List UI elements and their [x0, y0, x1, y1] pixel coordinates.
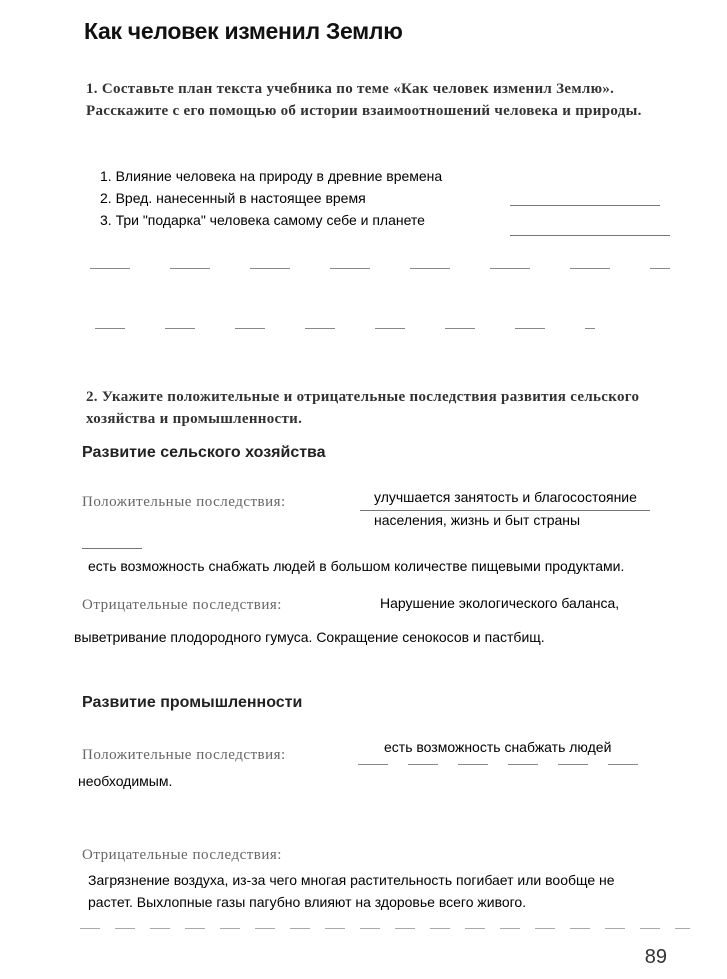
writing-line	[80, 928, 690, 929]
writing-line	[510, 235, 670, 236]
industry-negative-line-2: растет. Выхлопные газы пагубно влияют на здоровье всего живого.	[88, 894, 527, 910]
writing-line	[82, 548, 142, 549]
industry-positive-line-1: есть возможность снабжать людей	[384, 739, 612, 755]
page-title: Как человек изменил Землю	[84, 18, 403, 44]
industry-negative-line-1: Загрязнение воздуха, из-за чего многая растительность погибает или вообще не	[88, 872, 615, 888]
page-number: 89	[644, 946, 667, 968]
task-1-prompt: 1. Составьте план текста учебника по теме «Как человек изменил Землю». Расскажите с его помощью об истории взаимоотношений человека и природы.	[86, 81, 642, 119]
agriculture-negative-line-2: выветривание плодородного гумуса. Сокращение сенокосов и пастбищ.	[74, 629, 545, 645]
writing-line	[95, 328, 595, 329]
plan-item-2: 2. Вред. нанесенный в настоящее время	[100, 190, 366, 206]
writing-line	[360, 510, 650, 511]
writing-line	[358, 764, 658, 765]
industry-positive-line-2: необходимым.	[78, 773, 173, 789]
agriculture-positive-line-1: улучшается занятость и благосостояние	[374, 489, 637, 505]
task-2-prompt: 2. Укажите положительные и отрицательные последствия развития сельского хозяйства и промышленности.	[86, 389, 640, 427]
industry-positive-label: Положительные последствия:	[82, 747, 286, 763]
agriculture-negative-label: Отрицательные последствия:	[82, 597, 282, 613]
plan-item-1: 1. Влияние человека на природу в древние времена	[100, 168, 443, 184]
writing-line	[510, 205, 660, 206]
plan-item-3: 3. Три "подарка" человека самому себе и планете	[100, 212, 425, 228]
agriculture-positive-line-3: есть возможность снабжать людей в большом количестве пищевыми продуктами.	[88, 558, 625, 574]
agriculture-positive-label: Положительные последствия:	[82, 494, 286, 510]
agriculture-negative-line-1: Нарушение экологического баланса,	[380, 595, 620, 611]
industry-heading: Развитие промышленности	[82, 694, 303, 711]
industry-negative-label: Отрицательные последствия:	[82, 847, 282, 863]
agriculture-positive-line-2: населения, жизнь и быт страны	[374, 512, 581, 528]
writing-line	[90, 268, 670, 269]
agriculture-heading: Развитие сельского хозяйства	[82, 444, 326, 461]
